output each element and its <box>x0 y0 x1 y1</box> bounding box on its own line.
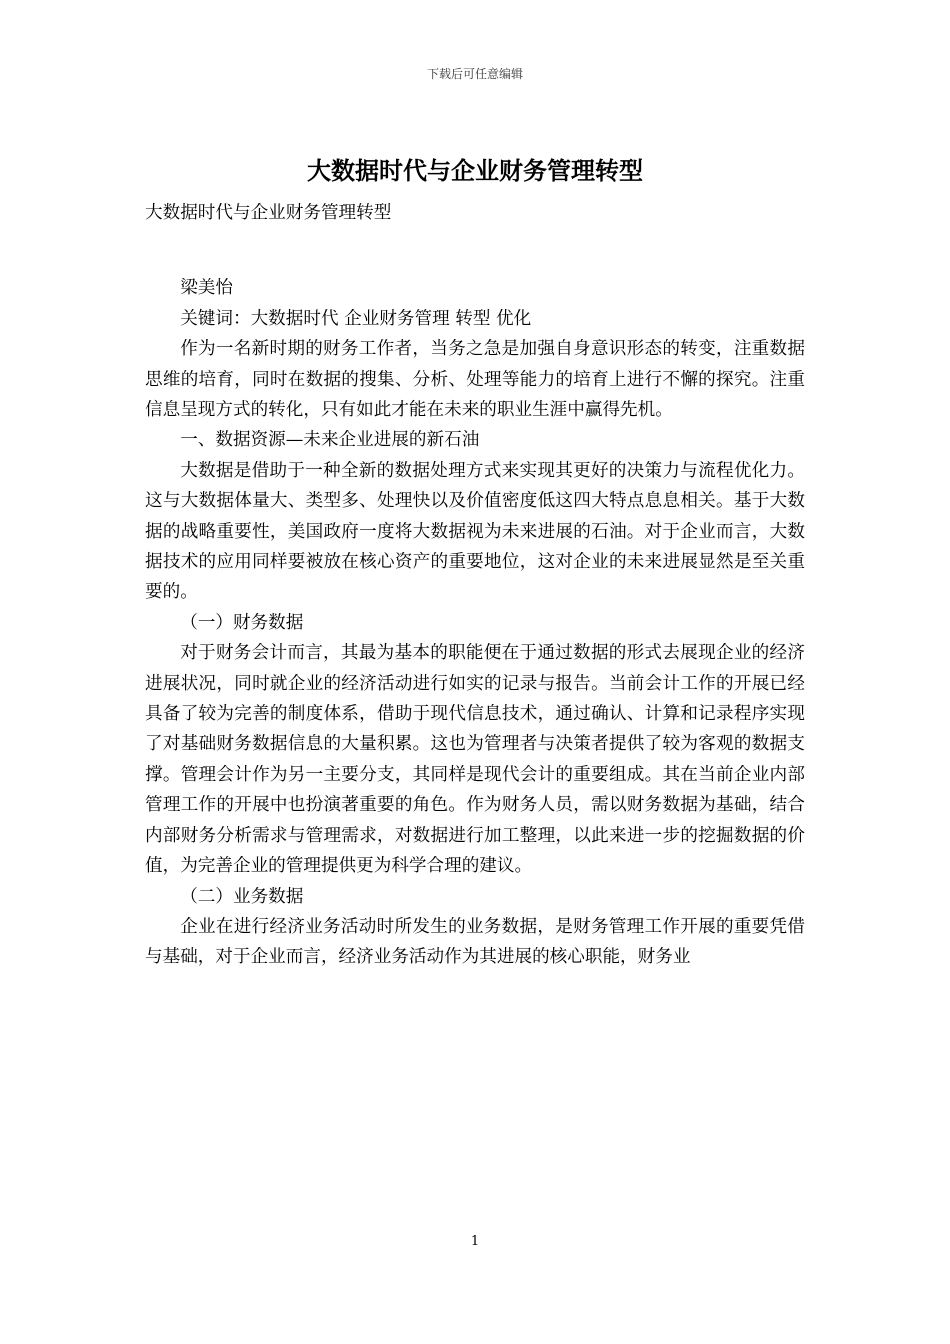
section-heading: 一、数据资源—未来企业进展的新石油 <box>180 430 480 451</box>
paragraph: 大数据是借助于一种全新的数据处理方式来实现其更好的决策力与流程优化力。这与大数据体量大、类型多、处理快以及价值密度低这四大特点息息相关。基于大数据的战略重要性，美国政府一度将大数据视为未来进展的石油。对于企业而言，大数据技术的应用同样要被放在核心资产的重要地位，这对企业的未来进展显然是至关重要的。 <box>145 460 805 603</box>
subsection-heading: （二）业务数据 <box>180 886 304 907</box>
document-subtitle: 大数据时代与企业财务管理转型 <box>145 203 392 223</box>
page-number: 1 <box>470 1234 480 1249</box>
author-name: 梁美怡 <box>180 278 233 299</box>
keywords-line: 关键词：大数据时代 企业财务管理 转型 优化 <box>180 308 532 329</box>
page-header-note: 下载后可任意编辑 <box>426 67 523 81</box>
document-body <box>145 198 805 973</box>
paragraph: 作为一名新时期的财务工作者，当务之急是加强自身意识形态的转变，注重数据思维的培育，同时在数据的搜集、分析、处理等能力的培育上进行不懈的探究。注重信息呈现方式的转化，只有如此才能在未来的职业生涯中赢得先机。 <box>145 339 805 421</box>
document-title: 大数据时代与企业财务管理转型 <box>307 156 643 185</box>
paragraph: 企业在进行经济业务活动时所发生的业务数据，是财务管理工作开展的重要凭借与基础，对于企业而言，经济业务活动作为其进展的核心职能，财务业 <box>145 916 805 968</box>
subsection-heading: （一）财务数据 <box>180 612 304 633</box>
paragraph: 对于财务会计而言，其最为基本的职能便在于通过数据的形式去展现企业的经济进展状况，同时就企业的经济活动进行如实的记录与报告。当前会计工作的开展已经具备了较为完善的制度体系，借助于现代信息技术，通过确认、计算和记录程序实现了对基础财务数据信息的大量积累。这也为管理者与决策者提供了较为客观的数据支撑。管理会计作为另一主要分支，其同样是现代会计的重要组成。其在当前企业内部管理工作的开展中也扮演著重要的角色。作为财务人员，需以财务数据为基础，结合内部财务分析需求与管理需求，对数据进行加工整理，以此来进一步的挖掘数据的价值，为完善企业的管理提供更为科学合理的建议。 <box>145 643 805 877</box>
blank-line <box>145 228 805 273</box>
